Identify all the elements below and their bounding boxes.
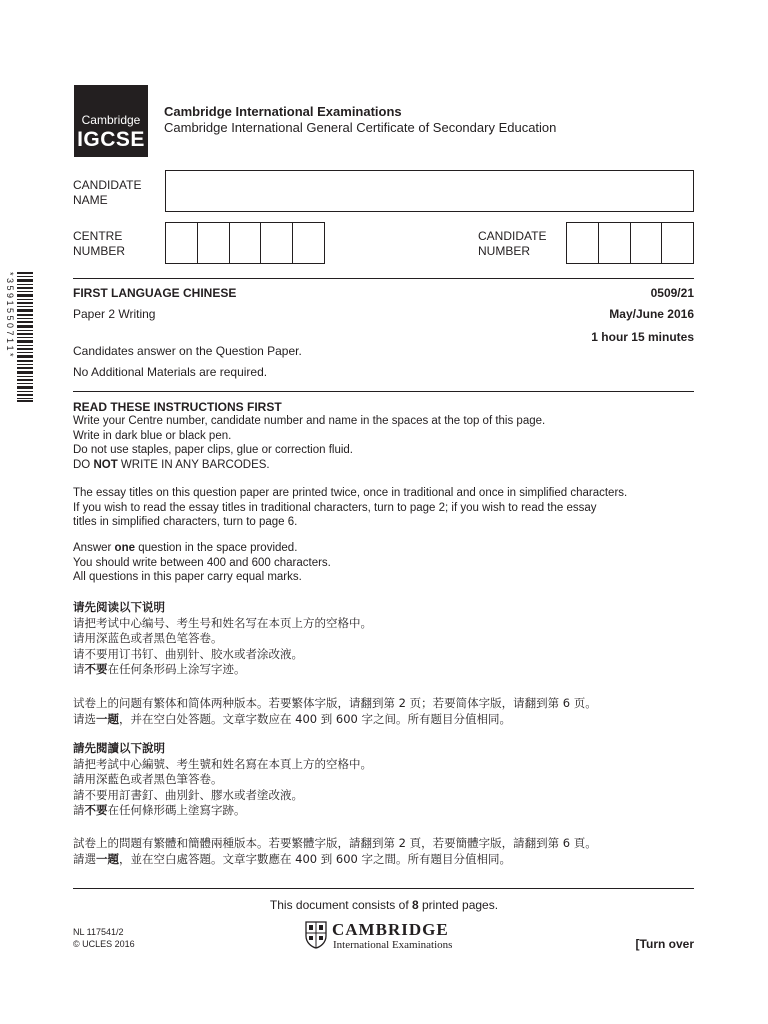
side-barcode [17, 272, 33, 402]
paper-name: Paper 2 Writing [73, 307, 156, 321]
traditional-instructions: 請先閱讀以下說明 請把考試中心編號、考生號和姓名寫在本頁上方的空格中。 請用深藍色或者黑色筆答卷。 請不要用訂書釘、曲別針、膠水或者塗改液。 請不要在任何條形碼上塗寫字跡。 [73, 741, 713, 819]
logo-line-1: Cambridge [81, 113, 141, 127]
divider [73, 391, 694, 392]
copyright: © UCLES 2016 [73, 939, 135, 949]
answer-line: Answer one question in the space provided. [73, 542, 298, 554]
logo-line-2: IGCSE [77, 128, 145, 151]
simplified-paragraph: 试卷上的问题有繁体和简体两种版本。若要繁体字版，请翻到第 2 页；若要简体字版，请翻到第 6 页。 请选一题，并在空白处答题。文章字数应在 400 到 600 字之间。所有题目分值相同。 [73, 696, 597, 726]
digit-cell[interactable] [662, 223, 693, 263]
qualification-name: Cambridge International General Certificate of Secondary Education [164, 120, 557, 135]
traditional-heading: 請先閱讀以下說明 [73, 741, 165, 755]
document-ref: NL 117541/2 [73, 927, 124, 937]
divider [73, 278, 694, 279]
digit-cell[interactable] [599, 223, 631, 263]
syllabus-code: 0509/21 [650, 286, 694, 300]
candidate-name-field[interactable] [165, 170, 694, 212]
digit-cell[interactable] [230, 223, 262, 263]
footer-ref [73, 926, 135, 950]
marks-line: All questions in this paper carry equal marks. [73, 571, 302, 583]
side-barcode-digits: * 3 5 9 1 5 5 0 7 1 1 * [5, 272, 15, 357]
essay-paragraph: The essay titles on this question paper are printed twice, once in traditional and once in simplified characters. If you wish to read the essay titles in traditional characters, turn to page 2; if you wish to read the essay titles in simplified characters, turn to page 6. [73, 487, 628, 528]
digit-cell[interactable] [261, 223, 293, 263]
cambridge-wordmark: CAMBRIDGE [332, 920, 449, 939]
exam-duration: 1 hour 15 minutes [591, 330, 694, 344]
candidates-note: Candidates answer on the Question Paper. [73, 344, 302, 358]
page-count-note: This document consists of 8 printed pages. [269, 898, 499, 912]
igcse-logo [74, 85, 148, 157]
crest-icon [305, 921, 327, 949]
candidate-name-label: CANDIDATE NAME [73, 178, 142, 207]
answer-paragraph [73, 541, 703, 585]
candidate-number-label: CANDIDATE NUMBER [478, 229, 547, 258]
simplified-instructions: 请先阅读以下说明 请把考试中心编号、考生号和姓名写在本页上方的空格中。 请用深蓝色或者黑色笔答卷。 请不要用订书钉、曲别针、胶水或者涂改液。 请不要在任何条形码上涂写字迹。 [73, 600, 713, 678]
digit-cell[interactable] [166, 223, 198, 263]
subject-title: FIRST LANGUAGE CHINESE [73, 286, 237, 300]
instructions-heading: READ THESE INSTRUCTIONS FIRST [73, 400, 282, 414]
exam-session: May/June 2016 [609, 307, 694, 321]
org-name: Cambridge International Examinations [164, 104, 402, 119]
centre-number-label: CENTRE NUMBER [73, 229, 126, 258]
simplified-heading: 请先阅读以下说明 [73, 600, 165, 614]
instruction-line: Write in dark blue or black pen. [73, 429, 232, 442]
instruction-line: Do not use staples, paper clips, glue or correction fluid. [73, 444, 353, 456]
digit-cell[interactable] [293, 223, 324, 263]
instructions-list [73, 414, 703, 472]
instruction-line: Write your Centre number, candidate number and name in the spaces at the top of this page. [73, 415, 546, 427]
centre-number-field[interactable] [165, 222, 325, 264]
instruction-line: DO NOT WRITE IN ANY BARCODES. [73, 458, 270, 471]
cambridge-subtitle: International Examinations [333, 939, 453, 951]
digit-cell[interactable] [631, 223, 663, 263]
materials-note: No Additional Materials are required. [73, 365, 268, 379]
traditional-paragraph: 試卷上的問題有繁體和簡體兩種版本。若要繁體字版，請翻到第 2 頁，若要簡體字版，請翻到第 6 頁。 請選一題，並在空白處答題。文章字數應在 400 到 600 字之間。所有題目分值相同。 [73, 836, 597, 866]
divider [73, 888, 694, 889]
chars-line: You should write between 400 and 600 characters. [73, 556, 331, 569]
digit-cell[interactable] [198, 223, 230, 263]
digit-cell[interactable] [567, 223, 599, 263]
candidate-number-field[interactable] [566, 222, 694, 264]
turn-over: [Turn over [635, 937, 694, 951]
